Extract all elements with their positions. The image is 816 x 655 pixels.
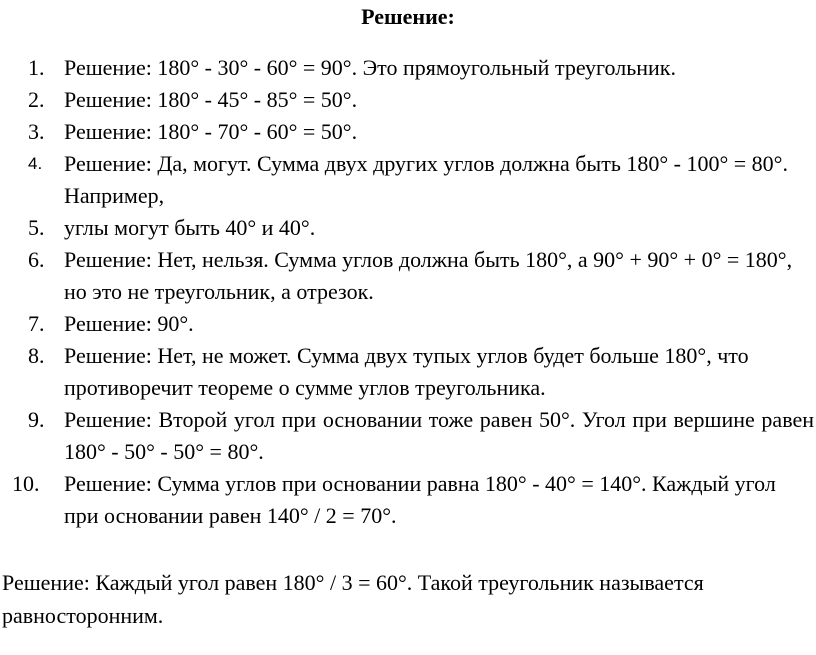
list-item bbox=[0, 244, 816, 308]
item-number: 8. bbox=[28, 343, 45, 368]
item-number: 5. bbox=[28, 215, 45, 240]
list-item bbox=[0, 148, 816, 212]
page-title: Решение: bbox=[361, 4, 455, 29]
list-item bbox=[0, 340, 816, 404]
item-text: Решение: Нет, нельзя. Сумма углов должна быть 180°, а 90° + 90° + 0° = 180°, но это не треугольник, а отрезок. bbox=[64, 247, 793, 304]
item-text: Решение: Второй угол при основании тоже равен 50°. Угол при вершине равен 180° - 50° - 50° = 80°. bbox=[64, 407, 814, 464]
footer-solution: Решение: Каждый угол равен 180° / 3 = 60°. Такой треугольник называется равносторонним. bbox=[2, 570, 704, 628]
item-text: Решение: Да, могут. Сумма двух других углов должна быть 180° - 100° = 80°. Например, bbox=[64, 151, 788, 208]
item-text: Решение: Сумма углов при основании равна 180° - 40° = 140°. Каждый угол при основании равен 140° / 2 = 70°. bbox=[64, 471, 776, 528]
list-item bbox=[0, 52, 816, 84]
item-number: 2. bbox=[28, 87, 45, 112]
list-item bbox=[0, 308, 816, 340]
list-item bbox=[0, 404, 816, 468]
item-number: 6. bbox=[28, 247, 45, 272]
list-item bbox=[0, 212, 816, 244]
item-number: 4. bbox=[28, 154, 43, 173]
item-number: 9. bbox=[28, 407, 45, 432]
solutions-list bbox=[0, 52, 816, 532]
item-text: Решение: 180° - 45° - 85° = 50°. bbox=[64, 87, 358, 112]
item-text: Решение: 180° - 30° - 60° = 90°. Это прямоугольный треугольник. bbox=[64, 55, 676, 80]
item-number: 3. bbox=[28, 119, 45, 144]
list-item bbox=[0, 468, 816, 532]
item-number: 1. bbox=[28, 55, 45, 80]
item-text: Решение: 90°. bbox=[64, 311, 194, 336]
item-number: 7. bbox=[28, 311, 45, 336]
item-number: 10. bbox=[12, 471, 40, 496]
item-text: углы могут быть 40° и 40°. bbox=[64, 215, 316, 240]
list-item bbox=[0, 84, 816, 116]
item-text: Решение: Нет, не может. Сумма двух тупых углов будет больше 180°, что противоречит теореме о сумме углов треугольника. bbox=[64, 343, 749, 400]
item-text: Решение: 180° - 70° - 60° = 50°. bbox=[64, 119, 358, 144]
list-item bbox=[0, 116, 816, 148]
